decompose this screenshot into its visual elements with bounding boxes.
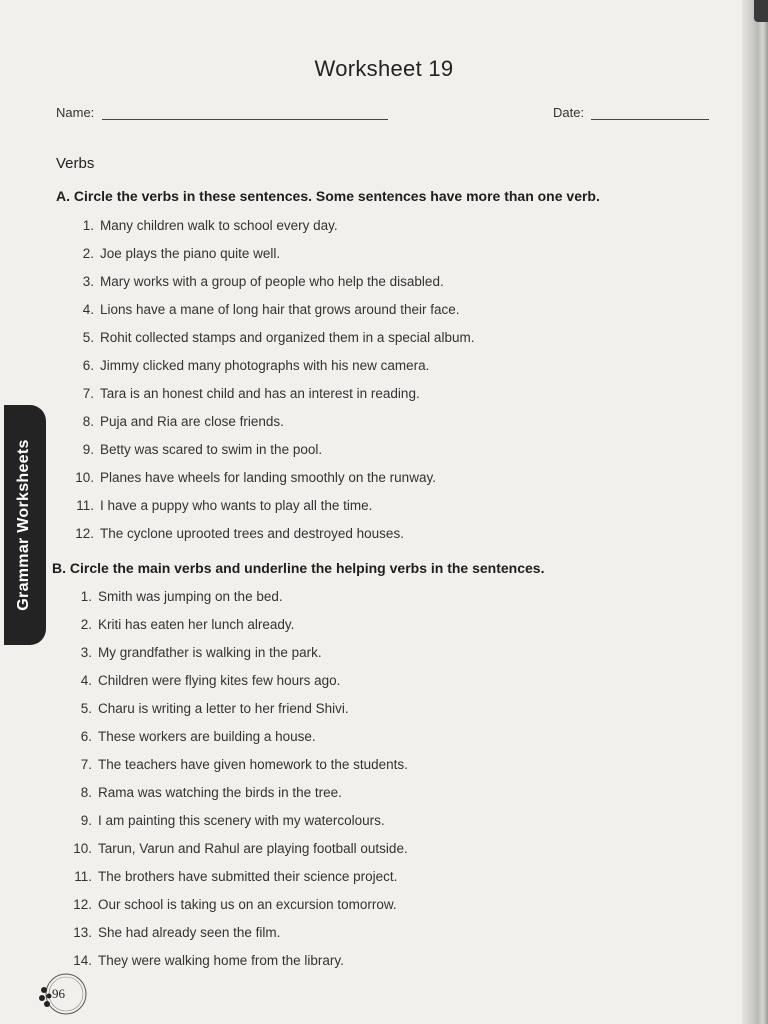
sentence-number: 8. (82, 414, 94, 429)
sentence-text[interactable]: Kriti has eaten her lunch already. (98, 617, 295, 632)
sentence-text[interactable]: Smith was jumping on the bed. (98, 589, 283, 604)
sentence-item (68, 492, 474, 520)
name-field[interactable] (102, 119, 388, 120)
sentence-number: 6. (82, 358, 94, 373)
sentence-text[interactable]: Rama was watching the birds in the tree. (98, 785, 342, 800)
sentence-text[interactable]: The brothers have submitted their science project. (98, 869, 398, 884)
sentence-item (68, 212, 474, 240)
sentence-number: 13. (73, 925, 92, 940)
sentence-text[interactable]: The teachers have given homework to the students. (98, 757, 408, 772)
sentence-item (68, 520, 474, 548)
sentence-item (68, 324, 474, 352)
sentence-item (66, 751, 408, 779)
sentence-text[interactable]: I have a puppy who wants to play all the time. (100, 498, 373, 513)
sentence-item (66, 891, 408, 919)
book-spine-shadow (742, 0, 768, 1024)
sentence-item (68, 436, 474, 464)
sentence-number: 7. (80, 757, 92, 772)
sentence-item (68, 408, 474, 436)
date-field[interactable] (591, 119, 709, 120)
sentence-item (68, 464, 474, 492)
sentence-text[interactable]: Jimmy clicked many photographs with his new camera. (100, 358, 430, 373)
side-tab-label: Grammar Worksheets (15, 439, 32, 611)
sentence-text[interactable]: Planes have wheels for landing smoothly on the runway. (100, 470, 436, 485)
sentence-item (66, 583, 408, 611)
section-b-instruction: B. Circle the main verbs and underline the helping verbs in the sentences. (52, 560, 545, 576)
sentence-text[interactable]: Joe plays the piano quite well. (100, 246, 281, 261)
sentence-text[interactable]: Mary works with a group of people who help the disabled. (100, 274, 444, 289)
sentence-item (66, 667, 408, 695)
sentence-text[interactable]: Puja and Ria are close friends. (100, 414, 284, 429)
sentence-number: 1. (80, 589, 92, 604)
sentence-number: 5. (82, 330, 94, 345)
sentence-item (66, 807, 408, 835)
sentence-item (66, 835, 408, 863)
sentence-text[interactable]: Many children walk to school every day. (100, 218, 338, 233)
sentence-number: 2. (82, 246, 94, 261)
sentence-text[interactable]: My grandfather is walking in the park. (98, 645, 322, 660)
sentence-item (66, 695, 408, 723)
sentence-text[interactable]: Charu is writing a letter to her friend Shivi. (98, 701, 349, 716)
sentence-item (66, 639, 408, 667)
sentence-number: 4. (80, 673, 92, 688)
sentence-number: 3. (82, 274, 94, 289)
sentence-text[interactable]: The cyclone uprooted trees and destroyed houses. (100, 526, 404, 541)
sentence-number: 10. (73, 841, 92, 856)
section-b-list (66, 583, 408, 975)
sentence-text[interactable]: Tara is an honest child and has an interest in reading. (100, 386, 420, 401)
sentence-item (68, 352, 474, 380)
sentence-item (68, 296, 474, 324)
section-heading: Verbs (56, 155, 95, 172)
worksheet-title: Worksheet 19 (314, 56, 454, 81)
sentence-text[interactable]: She had already seen the film. (98, 925, 281, 940)
name-label: Name: (56, 105, 95, 120)
sentence-item (68, 240, 474, 268)
sentence-text[interactable]: I am painting this scenery with my watercolours. (98, 813, 385, 828)
section-a-list (68, 212, 474, 548)
sentence-text[interactable]: Tarun, Varun and Rahul are playing football outside. (98, 841, 408, 856)
sentence-number: 12. (73, 897, 92, 912)
sentence-item (66, 919, 408, 947)
sentence-text[interactable]: Lions have a mane of long hair that grows around their face. (100, 302, 460, 317)
sentence-text[interactable]: They were walking home from the library. (98, 953, 344, 968)
sentence-number: 4. (82, 302, 94, 317)
sentence-number: 7. (82, 386, 94, 401)
sentence-number: 6. (80, 729, 92, 744)
sentence-item (66, 863, 408, 891)
sentence-item (66, 779, 408, 807)
sentence-number: 9. (82, 442, 94, 457)
sentence-text[interactable]: Rohit collected stamps and organized them in a special album. (100, 330, 475, 345)
sentence-number: 10. (75, 470, 94, 485)
sentence-number: 9. (80, 813, 92, 828)
page-number: 96 (52, 986, 65, 1001)
sentence-item (68, 380, 474, 408)
sentence-number: 8. (80, 785, 92, 800)
sentence-item (68, 268, 474, 296)
book-spine-corner (754, 0, 768, 22)
sentence-number: 14. (73, 953, 92, 968)
sentence-number: 5. (80, 701, 92, 716)
sentence-number: 1. (82, 218, 94, 233)
sentence-number: 3. (80, 645, 92, 660)
sentence-item (66, 723, 408, 751)
sentence-text[interactable]: Betty was scared to swim in the pool. (100, 442, 323, 457)
date-label: Date: (553, 105, 585, 120)
sentence-number: 11. (74, 869, 92, 884)
sentence-text[interactable]: Our school is taking us on an excursion tomorrow. (98, 897, 397, 912)
sentence-number: 2. (80, 617, 92, 632)
sentence-text[interactable]: These workers are building a house. (98, 729, 316, 744)
sentence-number: 12. (75, 526, 94, 541)
sentence-text[interactable]: Children were flying kites few hours ago. (98, 673, 341, 688)
sentence-item (66, 611, 408, 639)
sentence-number: 11. (76, 498, 94, 513)
section-a-instruction: A. Circle the verbs in these sentences. Some sentences have more than one verb. (56, 188, 600, 204)
sentence-item (66, 947, 408, 975)
